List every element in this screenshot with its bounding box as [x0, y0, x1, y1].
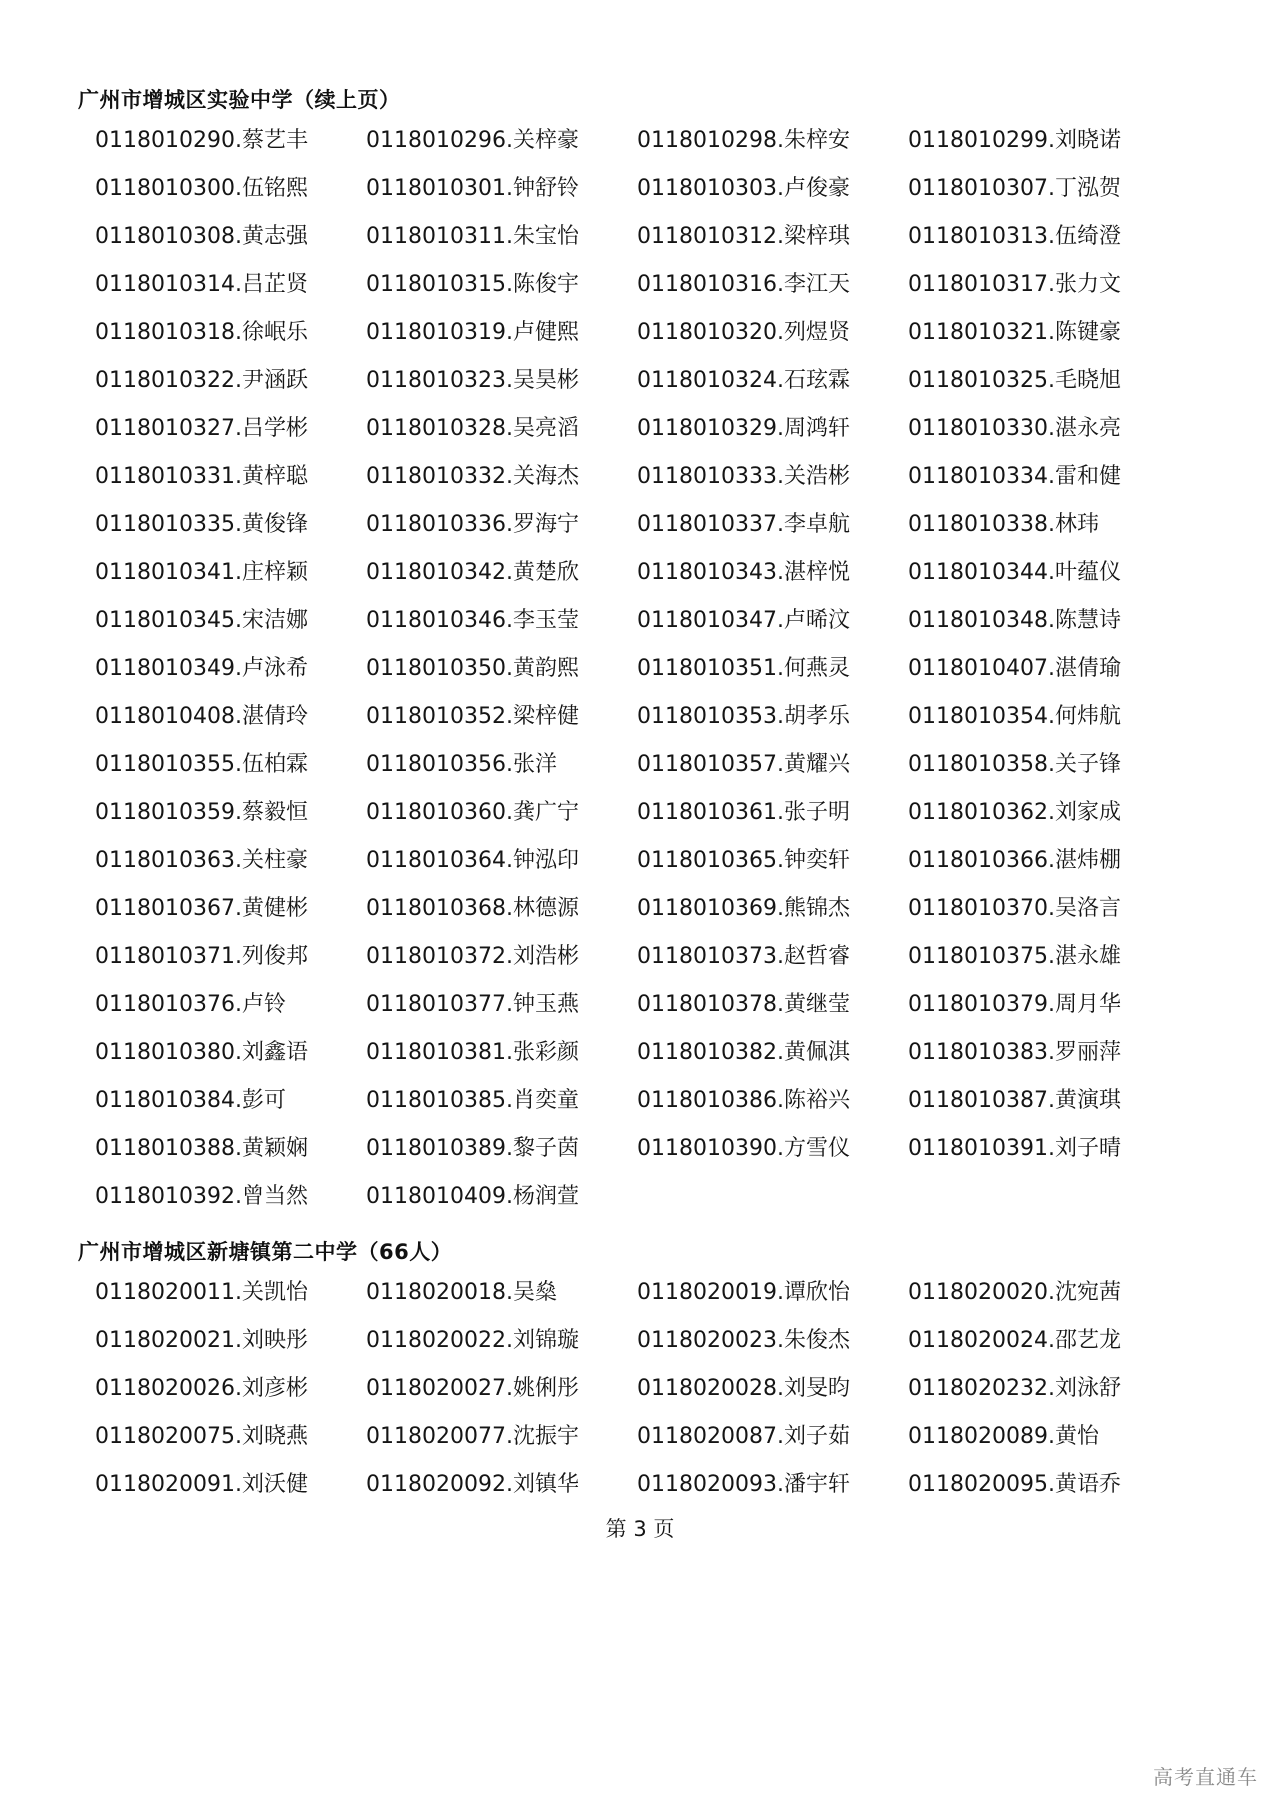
student-entry: 0118010360.龚广宁 [366, 800, 579, 825]
student-entry: 0118010357.黄耀兴 [637, 752, 850, 777]
student-entry: 0118010324.石玹霖 [637, 368, 850, 393]
student-entry: 0118010362.刘家成 [908, 800, 1121, 825]
student-entry: 0118010332.关海杰 [366, 464, 579, 489]
student-entry: 0118010315.陈俊宇 [366, 272, 579, 297]
student-entry: 0118020027.姚俐彤 [366, 1376, 579, 1401]
student-entry: 0118020021.刘映彤 [95, 1328, 308, 1353]
student-entry: 0118010290.蔡艺丰 [95, 128, 308, 153]
student-entry: 0118010390.方雪仪 [637, 1136, 850, 1161]
student-entry: 0118020018.吴燊 [366, 1280, 557, 1305]
student-entry: 0118020092.刘镇华 [366, 1472, 579, 1497]
student-entry: 0118010322.尹涵跃 [95, 368, 308, 393]
student-entry: 0118010358.关子锋 [908, 752, 1121, 777]
student-entry: 0118010300.伍铭熙 [95, 176, 308, 201]
student-entry: 0118010334.雷和健 [908, 464, 1121, 489]
student-entry: 0118010337.李卓航 [637, 512, 850, 537]
student-entry: 0118010350.黄韵熙 [366, 656, 579, 681]
student-entry: 0118010370.吴洛言 [908, 896, 1121, 921]
student-entry: 0118010331.黄梓聪 [95, 464, 308, 489]
student-entry: 0118010320.列煜贤 [637, 320, 850, 345]
student-entry: 0118010383.罗丽萍 [908, 1040, 1121, 1065]
student-entry: 0118010314.吕芷贤 [95, 272, 308, 297]
student-entry: 0118020020.沈宛茜 [908, 1280, 1121, 1305]
student-entry: 0118010378.黄继莹 [637, 992, 850, 1017]
student-entry: 0118010352.梁梓健 [366, 704, 579, 729]
student-entry: 0118010342.黄楚欣 [366, 560, 579, 585]
student-entry: 0118020095.黄语乔 [908, 1472, 1121, 1497]
student-entry: 0118010371.列俊邦 [95, 944, 308, 969]
student-entry: 0118010369.熊锦杰 [637, 896, 850, 921]
student-entry: 0118010330.湛永亮 [908, 416, 1121, 441]
student-entry: 0118010361.张子明 [637, 800, 850, 825]
student-entry: 0118010313.伍绮澄 [908, 224, 1121, 249]
student-entry: 0118010343.湛梓悦 [637, 560, 850, 585]
student-entry: 0118010381.张彩颜 [366, 1040, 579, 1065]
student-entry: 0118010377.钟玉燕 [366, 992, 579, 1017]
student-entry: 0118010325.毛晓旭 [908, 368, 1121, 393]
student-entry: 0118020077.沈振宇 [366, 1424, 579, 1449]
student-entry: 0118010365.钟奕轩 [637, 848, 850, 873]
student-entry: 0118010317.张力文 [908, 272, 1121, 297]
student-entry: 0118010336.罗海宁 [366, 512, 579, 537]
student-entry: 0118010344.叶蕴仪 [908, 560, 1121, 585]
student-entry: 0118010366.湛炜棚 [908, 848, 1121, 873]
student-entry: 0118010387.黄演琪 [908, 1088, 1121, 1113]
student-entry: 0118010388.黄颖娴 [95, 1136, 308, 1161]
student-entry: 0118010392.曾当然 [95, 1184, 308, 1209]
student-entry: 0118010376.卢铃 [95, 992, 286, 1017]
student-entry: 0118010375.湛永雄 [908, 944, 1121, 969]
student-entry: 0118010407.湛倩瑜 [908, 656, 1121, 681]
page-number: 第 3 页 [605, 1517, 675, 1541]
student-entry: 0118010301.钟舒铃 [366, 176, 579, 201]
student-entry: 0118010347.卢晞汶 [637, 608, 850, 633]
student-entry: 0118020089.黄怡 [908, 1424, 1099, 1449]
student-entry: 0118010296.关梓豪 [366, 128, 579, 153]
student-entry: 0118020075.刘晓燕 [95, 1424, 308, 1449]
student-entry: 0118020024.邵艺龙 [908, 1328, 1121, 1353]
student-entry: 0118010338.林玮 [908, 512, 1099, 537]
student-entry: 0118010363.关柱豪 [95, 848, 308, 873]
student-entry: 0118010356.张洋 [366, 752, 557, 777]
student-entry: 0118010311.朱宝怡 [366, 224, 579, 249]
student-entry: 0118020028.刘旻昀 [637, 1376, 850, 1401]
student-entry: 0118020091.刘沃健 [95, 1472, 308, 1497]
student-entry: 0118010333.关浩彬 [637, 464, 850, 489]
student-entry: 0118010385.肖奕童 [366, 1088, 579, 1113]
student-entry: 0118010409.杨润萱 [366, 1184, 579, 1209]
student-entry: 0118010353.胡孝乐 [637, 704, 850, 729]
student-entry: 0118010359.蔡毅恒 [95, 800, 308, 825]
student-entry: 0118010408.湛倩玲 [95, 704, 308, 729]
student-entry: 0118010372.刘浩彬 [366, 944, 579, 969]
student-entry: 0118010354.何炜航 [908, 704, 1121, 729]
student-entry: 0118020232.刘泳舒 [908, 1376, 1121, 1401]
student-entry: 0118010384.彭可 [95, 1088, 286, 1113]
student-entry: 0118010323.吴昊彬 [366, 368, 579, 393]
watermark: 高考直通车 [1153, 1765, 1258, 1789]
student-entry: 0118010364.钟泓印 [366, 848, 579, 873]
student-entry: 0118010386.陈裕兴 [637, 1088, 850, 1113]
student-entry: 0118010328.吴亮滔 [366, 416, 579, 441]
student-entry: 0118010298.朱梓安 [637, 128, 850, 153]
student-entry: 0118010349.卢泳希 [95, 656, 308, 681]
student-entry: 0118010391.刘子晴 [908, 1136, 1121, 1161]
student-entry: 0118010316.李江天 [637, 272, 850, 297]
student-entry: 0118010341.庄梓颖 [95, 560, 308, 585]
student-entry: 0118010368.林德源 [366, 896, 579, 921]
student-entry: 0118010348.陈慧诗 [908, 608, 1121, 633]
student-entry: 0118010367.黄健彬 [95, 896, 308, 921]
student-entry: 0118010312.梁梓琪 [637, 224, 850, 249]
student-entry: 0118020023.朱俊杰 [637, 1328, 850, 1353]
student-entry: 0118010346.李玉莹 [366, 608, 579, 633]
student-entry: 0118010389.黎子茵 [366, 1136, 579, 1161]
student-entry: 0118020019.谭欣怡 [637, 1280, 850, 1305]
student-entry: 0118010373.赵哲睿 [637, 944, 850, 969]
student-entry: 0118010299.刘晓诺 [908, 128, 1121, 153]
student-entry: 0118010355.伍柏霖 [95, 752, 308, 777]
student-entry: 0118010351.何燕灵 [637, 656, 850, 681]
student-entry: 0118020087.刘子茹 [637, 1424, 850, 1449]
student-entry: 0118020026.刘彦彬 [95, 1376, 308, 1401]
student-entry: 0118010321.陈键豪 [908, 320, 1121, 345]
student-entry: 0118010380.刘鑫语 [95, 1040, 308, 1065]
student-entry: 0118010335.黄俊锋 [95, 512, 308, 537]
student-entry: 0118010379.周月华 [908, 992, 1121, 1017]
student-entry: 0118010382.黄佩淇 [637, 1040, 850, 1065]
student-entry: 0118010307.丁泓贺 [908, 176, 1121, 201]
student-entry: 0118010327.吕学彬 [95, 416, 308, 441]
section-title-shiyan: 广州市增城区实验中学（续上页） [78, 88, 401, 112]
student-entry: 0118010303.卢俊豪 [637, 176, 850, 201]
student-entry: 0118010319.卢健熙 [366, 320, 579, 345]
section-title-xintang-no2: 广州市增城区新塘镇第二中学（66人） [78, 1240, 453, 1264]
student-entry: 0118010345.宋洁娜 [95, 608, 308, 633]
student-entry: 0118020093.潘宇轩 [637, 1472, 850, 1497]
student-entry: 0118020022.刘锦璇 [366, 1328, 579, 1353]
student-entry: 0118010329.周鸿轩 [637, 416, 850, 441]
student-entry: 0118010308.黄志强 [95, 224, 308, 249]
student-entry: 0118010318.徐岷乐 [95, 320, 308, 345]
student-entry: 0118020011.关凯怡 [95, 1280, 308, 1305]
